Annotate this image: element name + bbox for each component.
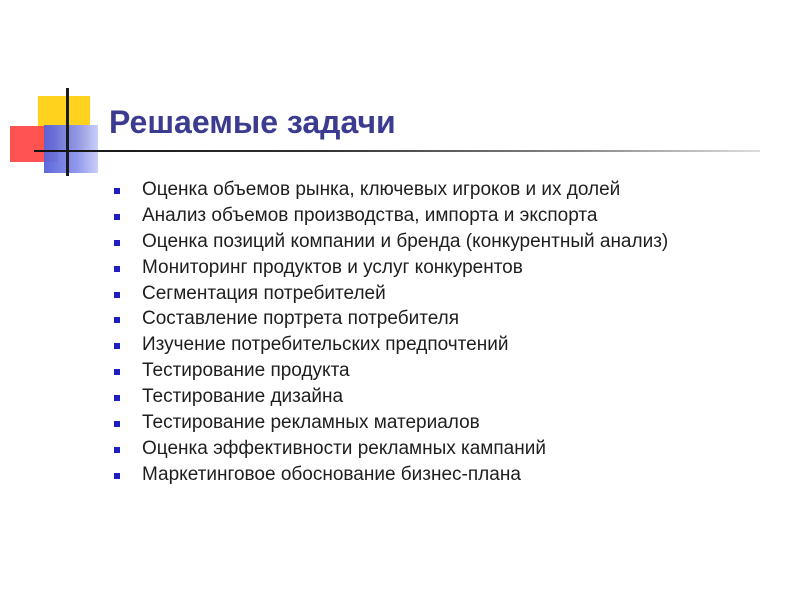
list-item	[112, 281, 668, 307]
list-item-text: Маркетинговое обоснование бизнес-плана	[142, 463, 521, 485]
list-item	[112, 436, 668, 462]
square-bullet-icon	[114, 447, 120, 453]
list-item	[112, 358, 668, 384]
list-item	[112, 332, 668, 358]
list-item	[112, 306, 668, 332]
square-bullet-icon	[114, 395, 120, 401]
square-bullet-icon	[114, 240, 120, 246]
logo-blue-square	[44, 125, 98, 173]
square-bullet-icon	[114, 473, 120, 479]
task-list	[112, 177, 668, 488]
list-item-text: Тестирование рекламных материалов	[142, 412, 480, 434]
logo-vertical-line	[66, 88, 69, 176]
list-item	[112, 177, 668, 203]
list-item-text: Оценка позиций компании и бренда (конкурентный анализ)	[142, 230, 669, 252]
list-item-text: Составление портрета потребителя	[142, 308, 460, 330]
list-item	[112, 462, 668, 488]
list-item	[112, 410, 668, 436]
list-item-text: Оценка объемов рынка, ключевых игроков и их долей	[142, 179, 621, 200]
list-item-text: Оценка эффективности рекламных кампаний	[142, 437, 546, 459]
list-item-text: Изучение потребительских предпочтений	[142, 334, 509, 356]
list-item	[112, 229, 668, 255]
title-underline	[34, 150, 760, 152]
square-bullet-icon	[114, 266, 120, 272]
list-item	[112, 255, 668, 281]
square-bullet-icon	[114, 343, 120, 349]
square-bullet-icon	[114, 214, 120, 220]
list-item-text: Тестирование дизайна	[142, 386, 344, 408]
list-item-text: Анализ объемов производства, импорта и экспорта	[142, 204, 598, 226]
square-bullet-icon	[114, 188, 120, 194]
list-item	[112, 203, 668, 229]
list-item-text: Мониторинг продуктов и услуг конкурентов	[142, 256, 523, 278]
list-item-text: Тестирование продукта	[142, 360, 350, 382]
list-item-text: Сегментация потребителей	[142, 282, 386, 304]
square-bullet-icon	[114, 369, 120, 375]
slide-title: Решаемые задачи	[109, 104, 396, 140]
square-bullet-icon	[114, 317, 120, 323]
square-bullet-icon	[114, 421, 120, 427]
square-bullet-icon	[114, 292, 120, 298]
list-item	[112, 384, 668, 410]
